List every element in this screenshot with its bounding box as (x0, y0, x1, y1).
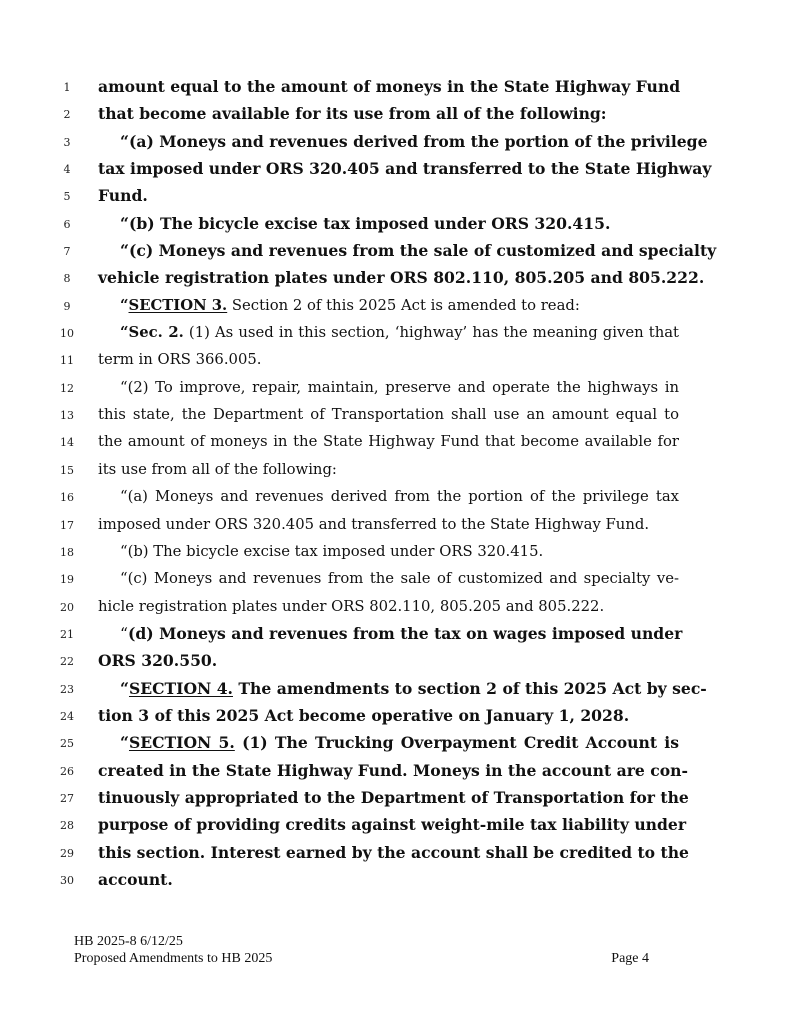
page-number: Page 4 (611, 951, 649, 966)
document-line (0, 293, 800, 320)
line-text: term in ORS 366.005. (98, 351, 262, 369)
line-text: its use from all of the following: (98, 460, 337, 478)
quote-mark: “ (120, 296, 129, 314)
line-number: 9 (63, 299, 71, 313)
line-number: 20 (60, 600, 74, 614)
document-line (0, 566, 800, 593)
document-line (0, 812, 800, 839)
line-number: 30 (60, 873, 74, 887)
line-content: (d) Moneys and revenues from the tax on wages imposed under (127, 623, 683, 643)
line-text: this state, the Department of Transportation shall use an amount equal to (98, 406, 679, 424)
line-text: vehicle registration plates under ORS 802.110, 805.205 and 805.222. (98, 268, 705, 288)
document-line (0, 74, 800, 101)
document-line (0, 840, 800, 867)
line-number: 16 (60, 491, 74, 505)
footer-title-line (74, 950, 649, 967)
document-line (0, 676, 800, 703)
document-line (0, 101, 800, 128)
footer-title: Proposed Amendments to HB 2025 (74, 951, 273, 966)
line-text: “(b) The bicycle excise tax imposed under ORS 320.415. (120, 213, 611, 233)
document-line (0, 758, 800, 785)
document-body (0, 74, 800, 894)
line-text: account. (98, 869, 173, 889)
line-number: 25 (60, 737, 74, 751)
line-number: 7 (63, 245, 71, 259)
document-line (0, 457, 800, 484)
document-line (0, 594, 800, 621)
quote-mark: “ (120, 678, 129, 698)
line-number: 14 (60, 436, 74, 450)
document-line (0, 129, 800, 156)
line-text (120, 678, 707, 699)
bill-id: HB 2025-8 6/12/25 (74, 934, 183, 949)
document-line (0, 347, 800, 374)
document-line (0, 703, 800, 730)
document-line (0, 730, 800, 757)
line-text: tax imposed under ORS 320.405 and transferred to the State Highway (98, 159, 712, 179)
document-line (0, 265, 800, 292)
line-number: 27 (60, 791, 74, 805)
line-content: Section 2 of this 2025 Act is amended to read: (227, 296, 580, 314)
page-footer (74, 933, 649, 967)
section-heading: “Sec. 2. (120, 324, 184, 342)
line-number: 11 (60, 354, 74, 368)
line-text: imposed under ORS 320.405 and transferred to the State Highway Fund. (98, 515, 650, 533)
line-text (120, 733, 679, 753)
document-line (0, 621, 800, 648)
document-line (0, 402, 800, 429)
document-line (0, 183, 800, 210)
quote-mark: “ (120, 624, 128, 643)
line-number: 5 (63, 190, 71, 204)
line-number: 12 (60, 381, 74, 395)
line-text: amount equal to the amount of moneys in the State Highway Fund (98, 77, 681, 96)
line-number: 1 (63, 81, 71, 94)
document-line (0, 484, 800, 511)
line-text: “(a) Moneys and revenues derived from the portion of the privilege tax (120, 488, 679, 506)
line-number: 21 (60, 627, 74, 641)
line-text: “(c) Moneys and revenues from the sale of customized and specialty ve- (120, 570, 679, 588)
document-line (0, 512, 800, 539)
line-text: “(b) The bicycle excise tax imposed under ORS 320.415. (120, 542, 544, 560)
document-line (0, 648, 800, 675)
line-number: 28 (60, 819, 74, 833)
line-number: 24 (60, 709, 74, 723)
line-text (120, 296, 679, 316)
line-number: 4 (63, 163, 71, 177)
line-text: “(c) Moneys and revenues from the sale of customized and specialty (120, 241, 717, 261)
quote-mark: “ (120, 733, 129, 753)
line-text: the amount of moneys in the State Highway Fund that become available for (98, 433, 679, 451)
line-content: (1) As used in this section, ‘highway’ has the meaning given that (183, 324, 679, 342)
line-number: 18 (60, 545, 74, 559)
document-line (0, 211, 800, 238)
document-line (0, 238, 800, 265)
line-text (120, 323, 679, 343)
line-text (120, 623, 683, 644)
line-text: tion 3 of this 2025 Act become operative on January 1, 2028. (98, 705, 630, 725)
document-line (0, 156, 800, 183)
document-line (0, 785, 800, 812)
line-text: ORS 320.550. (98, 651, 218, 671)
line-number: 13 (60, 409, 74, 423)
line-text: tinuously appropriated to the Department of Transportation for the (98, 787, 689, 807)
line-content: (1) The Trucking Overpayment Credit Account is (234, 733, 679, 753)
line-number: 6 (63, 217, 71, 231)
document-line (0, 539, 800, 566)
document-line (0, 867, 800, 894)
line-text: created in the State Highway Fund. Moneys in the account are con- (98, 760, 688, 780)
line-content: The amendments to section 2 of this 2025 Act by sec- (233, 678, 707, 698)
line-number: 2 (63, 108, 71, 122)
footer-bill-line (74, 933, 649, 950)
section-heading: SECTION 3. (128, 296, 228, 314)
document-line (0, 429, 800, 456)
line-text: Fund. (98, 186, 148, 206)
line-number: 23 (60, 682, 74, 696)
section-heading: SECTION 5. (128, 733, 235, 753)
line-number: 15 (60, 463, 74, 477)
line-text: “(a) Moneys and revenues derived from the portion of the privilege (120, 131, 708, 151)
line-number: 26 (60, 764, 74, 778)
line-text: this section. Interest earned by the account shall be credited to the (98, 842, 689, 862)
line-text: that become available for its use from all of the following: (98, 104, 607, 124)
document-line (0, 320, 800, 347)
line-number: 8 (63, 272, 71, 286)
line-number: 10 (60, 327, 74, 341)
line-text: purpose of providing credits against weight-mile tax liability under (98, 815, 687, 835)
line-text: hicle registration plates under ORS 802.110, 805.205 and 805.222. (98, 597, 605, 615)
line-text: “(2) To improve, repair, maintain, preserve and operate the highways in (120, 378, 679, 396)
line-number: 17 (60, 518, 74, 532)
section-heading: SECTION 4. (128, 678, 233, 698)
line-number: 19 (60, 573, 74, 587)
line-number: 22 (60, 655, 74, 669)
document-line (0, 375, 800, 402)
line-number: 3 (63, 135, 71, 149)
line-number: 29 (60, 846, 74, 860)
